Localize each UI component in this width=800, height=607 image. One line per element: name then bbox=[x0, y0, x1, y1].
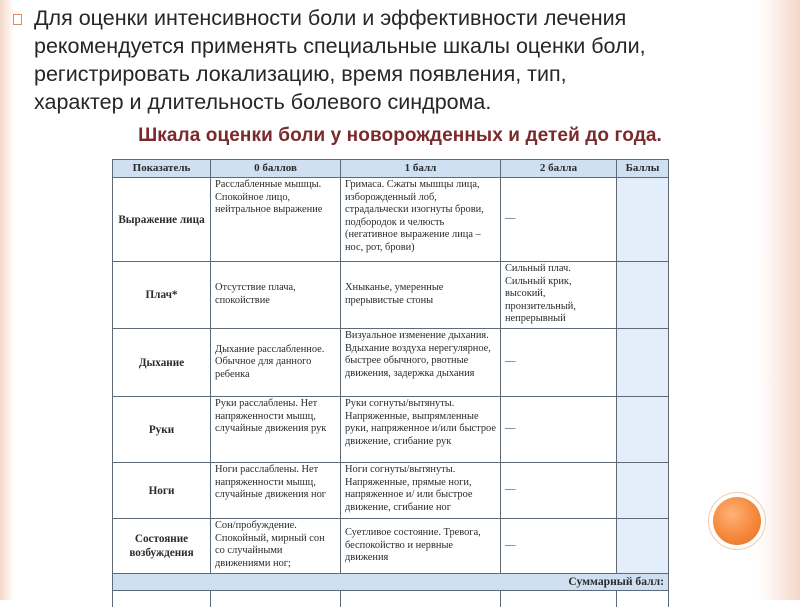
cell-score-2: — bbox=[501, 463, 617, 519]
square-bullet-icon bbox=[13, 14, 22, 25]
cell-score-1: Визуальное изменение дыхания. Вдыхание воздуха нерегулярное, быстрее обычного, рвотные движения, задержка дыхания bbox=[341, 329, 501, 397]
cell-score-0: Отсутствие плача, спокойствие bbox=[211, 262, 341, 329]
paragraph-line: рекомендуется применять специальные шкалы оценки боли, bbox=[34, 32, 774, 60]
table-row bbox=[113, 262, 669, 329]
row-indicator: Руки bbox=[113, 397, 211, 463]
pain-scale-table-image bbox=[112, 159, 642, 600]
cut-cell bbox=[341, 591, 501, 607]
cell-score-0: Дыхание расслабленное. Обычное для данного ребенка bbox=[211, 329, 341, 397]
header-score-2: 2 балла bbox=[501, 160, 617, 178]
table-row bbox=[113, 463, 669, 519]
table-header-row bbox=[113, 160, 669, 178]
total-label: Суммарный балл: bbox=[113, 574, 669, 591]
cell-score-1: Руки согнуты/вытянуты. Напряженные, выпрямленные руки, напряженное и/или быстрое движение, сгибание рук bbox=[341, 397, 501, 463]
cell-points bbox=[617, 463, 669, 519]
cell-score-2: — bbox=[501, 329, 617, 397]
cell-score-2: — bbox=[501, 519, 617, 574]
header-indicator: Показатель bbox=[113, 160, 211, 178]
header-points: Баллы bbox=[617, 160, 669, 178]
table-cut-row bbox=[113, 591, 669, 607]
row-indicator: Дыхание bbox=[113, 329, 211, 397]
paragraph-line: регистрировать локализацию, время появления, тип, bbox=[34, 60, 774, 88]
cell-score-0: Сон/пробуждение. Спокойный, мирный сон со случайными движениями ног; bbox=[211, 519, 341, 574]
cut-cell bbox=[617, 591, 669, 607]
cell-score-1: Суетливое состояние. Тревога, беспокойство и нервные движения bbox=[341, 519, 501, 574]
paragraph-line: характер и длительность болевого синдрома. bbox=[34, 88, 774, 116]
table-row bbox=[113, 397, 669, 463]
pain-scale-table bbox=[112, 159, 669, 607]
cell-score-0: Руки расслаблены. Нет напряженности мышц, случайные движения рук bbox=[211, 397, 341, 463]
cell-score-1: Хныканье, умеренные прерывистые стоны bbox=[341, 262, 501, 329]
cell-points bbox=[617, 178, 669, 262]
table-row bbox=[113, 519, 669, 574]
orange-circle-icon bbox=[713, 497, 761, 545]
row-indicator: Плач* bbox=[113, 262, 211, 329]
table-total-row bbox=[113, 574, 669, 591]
cell-points bbox=[617, 397, 669, 463]
cut-cell bbox=[211, 591, 341, 607]
cell-points bbox=[617, 262, 669, 329]
header-score-1: 1 балл bbox=[341, 160, 501, 178]
cell-score-1: Гримаса. Сжаты мышцы лица, изборожденный лоб, страдальчески изогнуты брови, подбородок и челюсть (негативное выражение лица – нос, рот, брови) bbox=[341, 178, 501, 262]
row-indicator: Состояние возбуждения bbox=[113, 519, 211, 574]
slide-left-border bbox=[0, 0, 14, 600]
cell-score-2: — bbox=[501, 397, 617, 463]
row-indicator: Выражение лица bbox=[113, 178, 211, 262]
cut-cell bbox=[113, 591, 211, 607]
cell-points bbox=[617, 329, 669, 397]
header-score-0: 0 баллов bbox=[211, 160, 341, 178]
cell-score-2: — bbox=[501, 178, 617, 262]
cell-score-0: Ноги расслаблены. Нет напряженности мышц, случайные движения ног bbox=[211, 463, 341, 519]
cut-cell bbox=[501, 591, 617, 607]
slide-paragraph bbox=[34, 4, 774, 116]
table-row bbox=[113, 178, 669, 262]
row-indicator: Ноги bbox=[113, 463, 211, 519]
cell-score-0: Расслабленные мышцы. Спокойное лицо, нейтральное выражение bbox=[211, 178, 341, 262]
cell-score-1: Ноги согнуты/вытянуты. Напряженные, прямые ноги, напряженное и/ или быстрое движение, сгибание ног bbox=[341, 463, 501, 519]
cell-score-2: Сильный плач. Сильный крик, высокий, пронзительный, непрерывный bbox=[501, 262, 617, 329]
table-row bbox=[113, 329, 669, 397]
paragraph-line: Для оценки интенсивности боли и эффективности лечения bbox=[34, 4, 774, 32]
cell-points bbox=[617, 519, 669, 574]
slide-subtitle: Шкала оценки боли у новорожденных и детей до года. bbox=[0, 125, 800, 147]
